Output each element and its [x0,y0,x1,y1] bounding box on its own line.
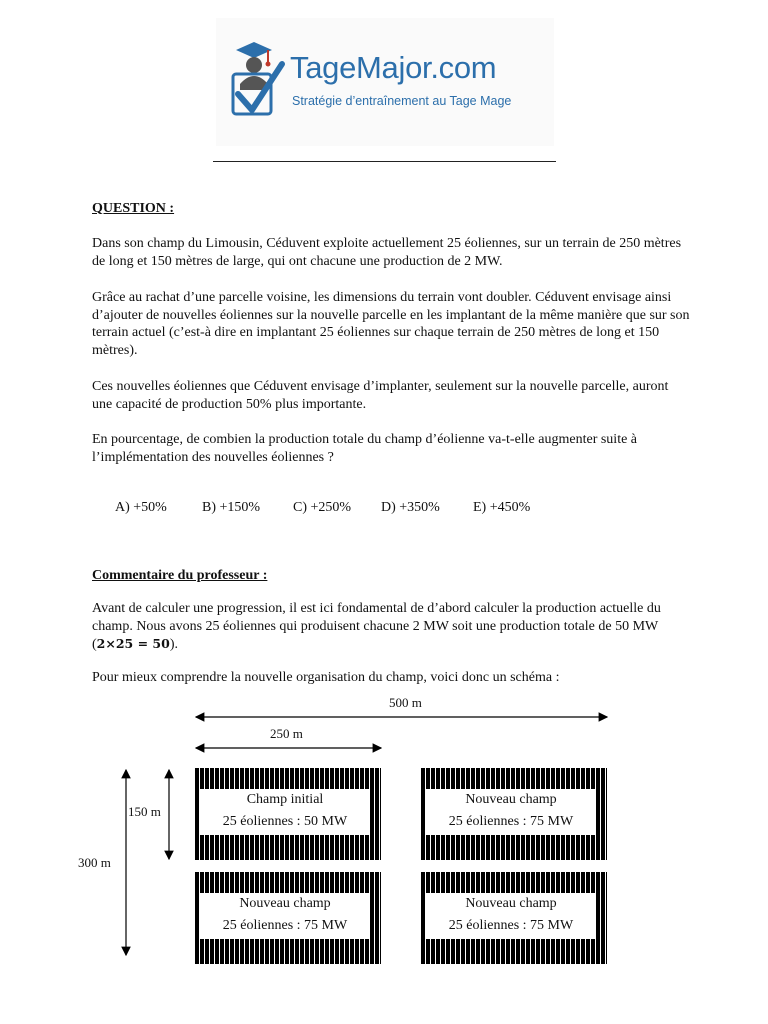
height-total-label: 300 m [78,855,111,870]
field-name: Champ initial [246,792,324,807]
question-paragraph-3: Ces nouvelles éoliennes que Céduvent envisage d’implanter, seulement sur la nouvelle parcelle, auront une capacité de production 50% plus importante. [92,379,669,412]
question-paragraph-1: Dans son champ du Limousin, Céduvent exploite actuellement 25 éoliennes, sur un terrain de 250 mètres de long et 150 mètres de large, qui ont chacune une production de 2 MW. [92,236,682,269]
field-detail: 25 éoliennes : 75 MW [448,918,574,933]
answer-e: E) +450% [473,500,531,515]
field-label [200,789,370,835]
field-new-left-bottom [195,872,381,964]
answer-d: D) +350% [381,500,440,515]
field-initial [195,768,381,860]
answer-c: C) +250% [293,500,352,515]
field-new-right-bottom [421,872,607,964]
question-heading: QUESTION : [92,201,175,216]
width-single-label: 250 m [270,726,303,741]
field-label [426,789,596,835]
commentary-heading: Commentaire du professeur : [92,568,268,583]
field-detail: 25 éoliennes : 75 MW [448,814,574,829]
height-single-label: 150 m [128,804,161,819]
field-detail: 25 éoliennes : 75 MW [222,918,348,933]
commentary-formula: 2×25 = 50 [96,636,170,651]
commentary-paragraph-2: Pour mieux comprendre la nouvelle organisation du champ, voici donc un schéma : [92,670,560,685]
answer-b: B) +150% [202,500,261,515]
answer-a: A) +50% [115,500,167,515]
field-new-right-top [421,768,607,860]
width-total-label: 500 m [389,695,422,710]
logo-subtitle: Stratégie d’entraînement au Tage Mage [292,94,512,108]
logo-title: TageMajor.com [290,50,497,85]
field-label [200,893,370,939]
field-name: Nouveau champ [465,896,557,911]
field-detail: 25 éoliennes : 50 MW [222,814,348,829]
field-label [426,893,596,939]
commentary-text-end: ). [169,637,178,652]
question-paragraph-4: En pourcentage, de combien la production totale du champ d’éolienne va-t-elle augmenter suite à l’implémentation des nouvelles éoliennes ? [92,432,638,465]
question-paragraph-2: Grâce au rachat d’une parcelle voisine, les dimensions du terrain vont doubler. Céduvent envisage ainsi d’ajouter de nouvelles éoliennes sur la nouvelle parcelle en les implantant de la même manière que sur son terrain actuel (c’est-à dire en implantant 25 éoliennes sur chaque terrain de 250 mètres de long et 150 mètres). [92,290,690,358]
field-name: Nouveau champ [239,896,331,911]
commentary-text: Avant de calculer une progression, il est ici fondamental de d’abord calculer la production actuelle du champ. Nous avons 25 éoliennes qui produisent chacune 2 MW soit une production totale de 50 MW ( [92,601,661,652]
field-name: Nouveau champ [465,792,557,807]
